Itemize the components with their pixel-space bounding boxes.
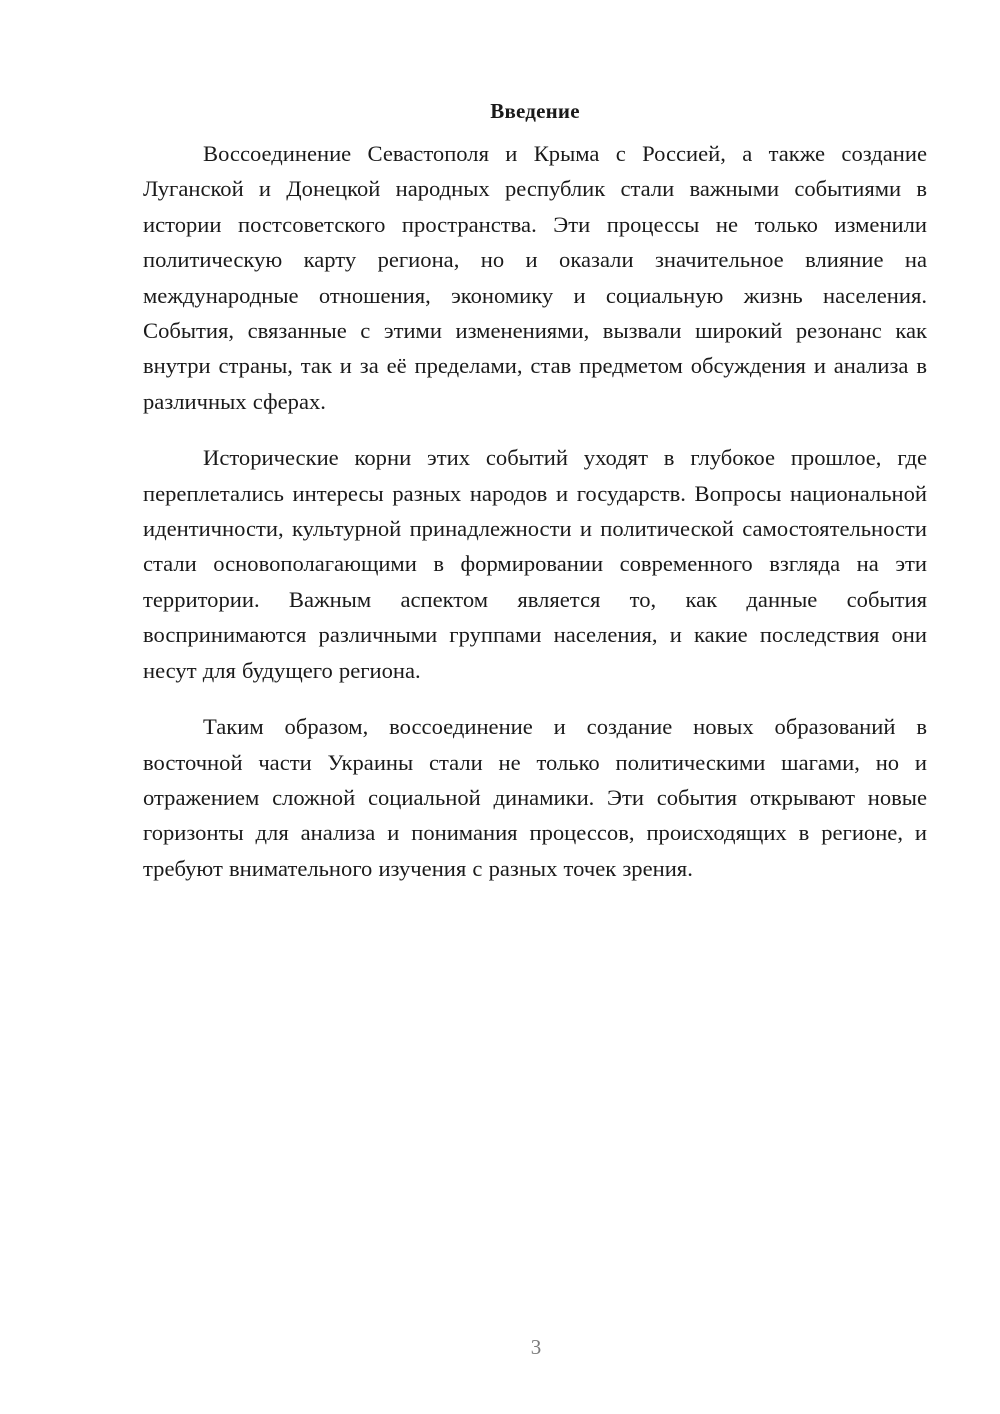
- paragraph-3: Таким образом, воссоединение и создание новых образований в восточной части Украины стали не только политическими шагами, но и отражением сложной социальной динамики. Эти события открывают новые горизонты для анализа и понимания процессов, происходящих в регионе, и требуют внимательного изучения с разных точек зрения.: [143, 714, 927, 881]
- section-heading: Введение: [490, 99, 580, 123]
- paragraph-1: Воссоединение Севастополя и Крыма с Россией, а также создание Луганской и Донецкой народных республик стали важными событиями в истории постсоветского пространства. Эти процессы не только изменили политическую карту региона, но и оказали значительное влияние на международные отношения, экономику и социальную жизнь населения. События, связанные с этими изменениями, вызвали широкий резонанс как внутри страны, так и за её пределами, став предметом обсуждения и анализа в различных сферах.: [143, 141, 927, 414]
- paragraph-2: Исторические корни этих событий уходят в глубокое прошлое, где переплетались интересы разных народов и государств. Вопросы национальной идентичности, культурной принадлежности и политической самостоятельности стали основополагающими в формировании современного взгляда на эти территории. Важным аспектом является то, как данные события воспринимаются различными группами населения, и какие последствия они несут для будущего региона.: [143, 445, 927, 683]
- page-content: [143, 96, 927, 886]
- page-number: 3: [530, 1335, 542, 1359]
